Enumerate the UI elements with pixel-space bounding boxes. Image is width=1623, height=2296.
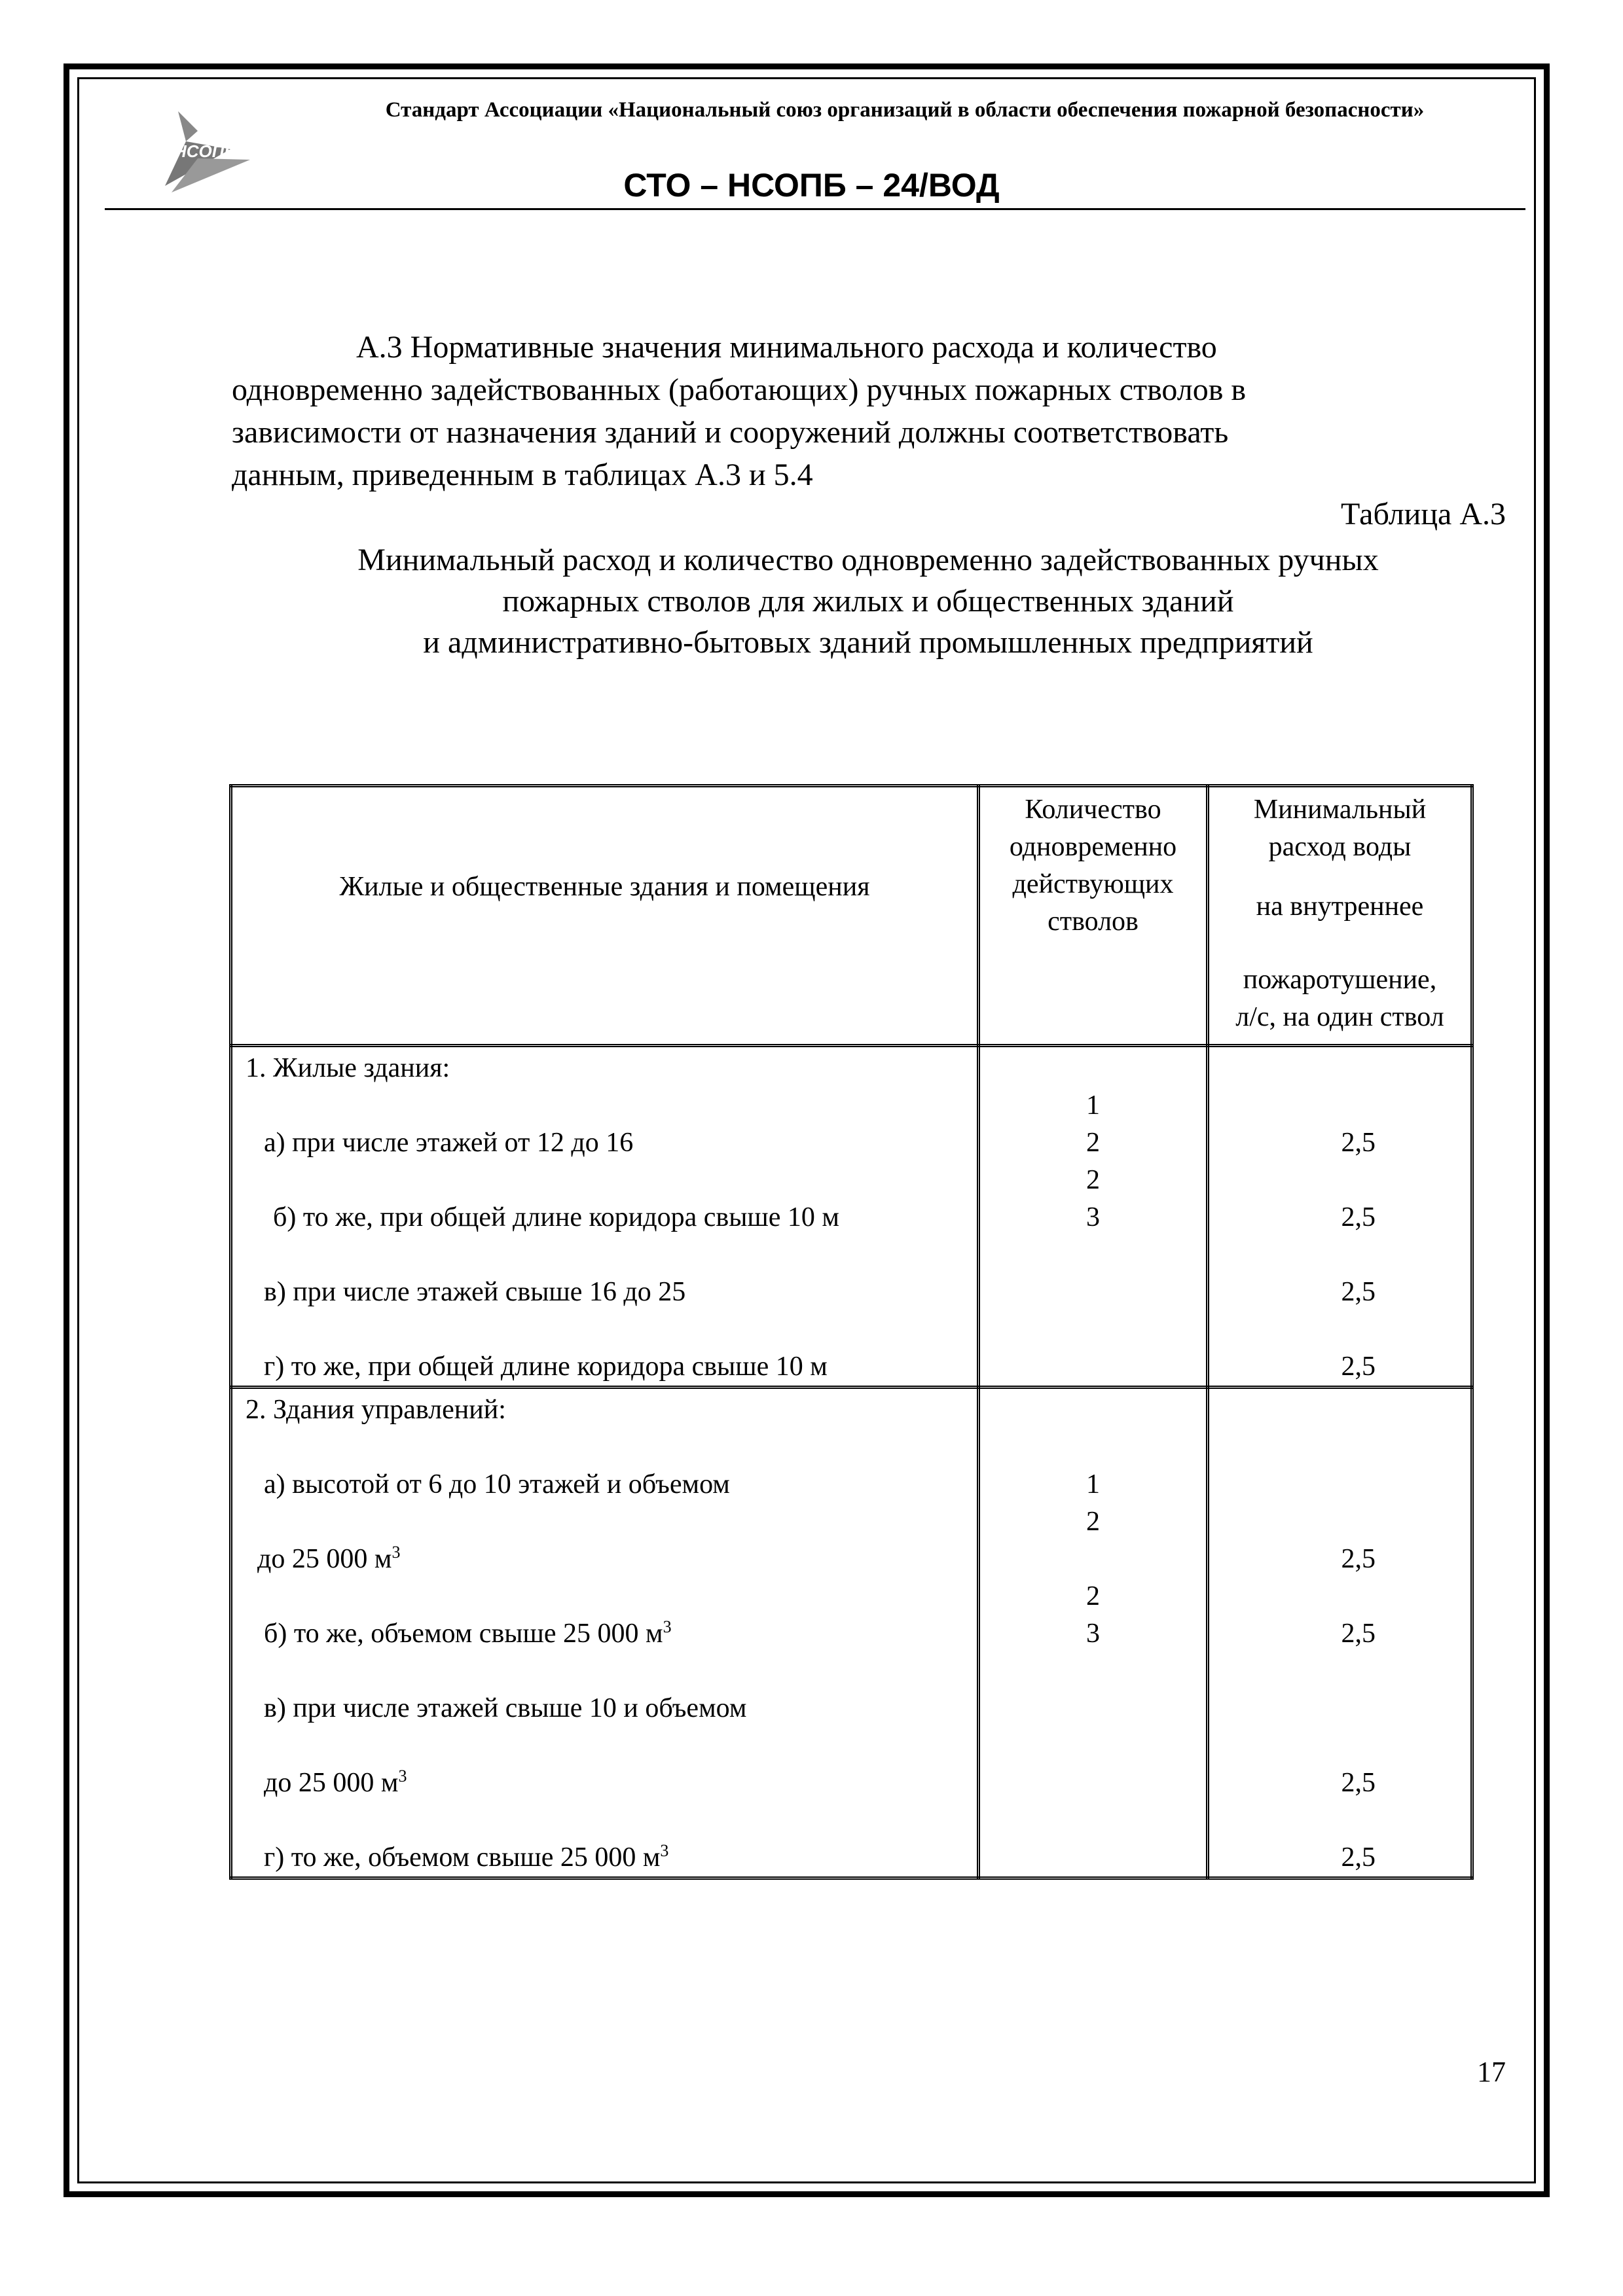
intro-paragraph [232, 326, 1506, 496]
header-count: Количество одновременно действующих стволов [979, 786, 1208, 1046]
table-label: Таблица А.3 [1341, 497, 1506, 531]
table-row [231, 1388, 1472, 1878]
document-code: СТО – НСОПБ – 24/ВОД [623, 167, 1000, 204]
table-title-line: Минимальный расход и количество одновременно задействованных ручных [357, 543, 1379, 577]
para-line: А.3 Нормативные значения минимального расхода и количество [356, 330, 1217, 365]
para-line: данным, приведенным в таблицах А.3 и 5.4 [232, 457, 813, 492]
page-number: 17 [1477, 2056, 1506, 2088]
svg-text:НСОПБ: НСОПБ [174, 141, 236, 161]
section1-counts: 1 2 2 3 [979, 1046, 1208, 1388]
table-row [231, 1046, 1472, 1388]
table-header-row [231, 786, 1472, 1046]
section2-counts: 1 2 2 3 [979, 1388, 1208, 1878]
section2-values: 2,5 2,5 2,5 2,5 [1208, 1388, 1472, 1878]
flow-rate-table [229, 784, 1474, 1880]
table-title [216, 539, 1520, 663]
para-line: зависимости от назначения зданий и сооружений должны соответствовать [232, 415, 1229, 450]
header-rule [105, 208, 1525, 210]
table-title-line: и административно-бытовых зданий промышленных предприятий [423, 625, 1313, 660]
section1-values: 2,5 2,5 2,5 2,5 [1208, 1046, 1472, 1388]
organization-line: Стандарт Ассоциации «Национальный союз организаций в области обеспечения пожарной безопасности» [385, 98, 1425, 122]
header-flow: Минимальный расход воды на внутреннее пожаротушение, л/с, на один ствол [1208, 786, 1472, 1046]
header-buildings: Жилые и общественные здания и помещения [231, 786, 979, 1046]
para-line: одновременно задействованных (работающих) ручных пожарных стволов в [232, 372, 1247, 407]
table-title-line: пожарных стволов для жилых и общественных зданий [502, 584, 1234, 619]
section1-cell: 1. Жилые здания: а) при числе этажей от 12 до 16 б) то же, при общей длине коридора свыше 10 м в) при числе этажей свыше 16 до 25 г) то же, при общей длине коридора свыше 10 м [231, 1046, 979, 1388]
section2-cell: 2. Здания управлений: а) высотой от 6 до 10 этажей и объемом до 25 000 $м^3$ б) то же, объемом свыше 25 000 $м^3$ в) при числе этажей свыше 10 и объемом до 25 000 $м^3$ г) то же, объемом свыше 25 000 $м^3$ [231, 1388, 979, 1878]
